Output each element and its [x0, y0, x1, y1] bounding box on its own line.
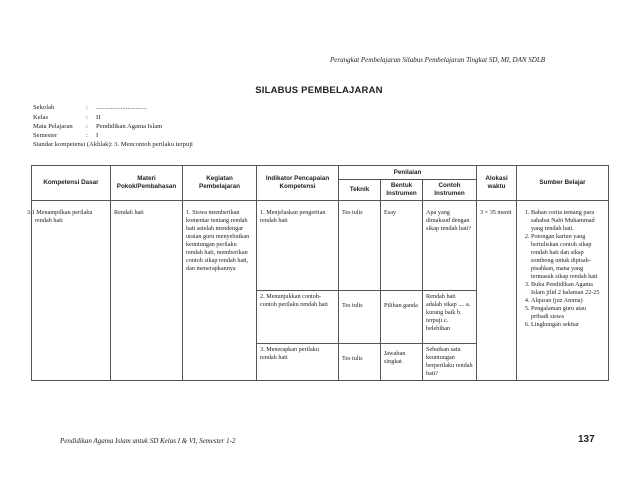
- cell-indikator-1: 1. Menjelaskan pengertian rendah hati: [257, 201, 339, 291]
- info-label: Kelas: [33, 114, 49, 121]
- info-label: Sekolah: [33, 104, 55, 111]
- table-row: [32, 201, 609, 291]
- cell-materi: Rendah hati: [111, 201, 183, 381]
- header-sumber: Sumber Belajar: [517, 166, 609, 201]
- sumber-list: [520, 209, 605, 329]
- cell-kompetensi: 3.1 Menampilkan perilaku rendah hati: [32, 201, 111, 381]
- info-label: Semester: [33, 132, 58, 139]
- info-colon: :: [86, 132, 88, 139]
- list-item: 2. Potongan kartun yang bertuliskan contoh sikap rendah hati dan sikap sombong untuk dipisah-pisahkan, mana yang termasuk sikap rendah hati: [531, 233, 605, 281]
- header-materi: Materi Pokok/Pembahasan: [111, 166, 183, 201]
- info-mata-pelajaran: [33, 122, 162, 131]
- header-note: Perangkat Pembelajaran Silabus Pembelajaran Tingkat SD, MI, DAN SDLB: [330, 56, 546, 64]
- cell-kegiatan: 1. Siswa memberikan komentar tentang rendah hati setelah mendengar uraian guru menyebutkan keuntungan perilaku rendah hati, memberikan contoh sikap rendah hati, dan menerapkannya: [183, 201, 257, 381]
- cell-sumber: [517, 201, 609, 381]
- list-item: 1. Bahan cerita tentang para sahabat Nabi Muhammad yang rendah hati.: [531, 209, 605, 233]
- header-bentuk: Bentuk Instrumen: [381, 180, 423, 201]
- cell-alokasi: 3 × 35 menit: [477, 201, 517, 381]
- page-number: 137: [578, 434, 595, 445]
- header-indikator: Indikator Pencapaian Kompetensi: [257, 166, 339, 201]
- info-colon: :: [86, 104, 88, 111]
- info-value: Pendidikan Agama Islam: [96, 123, 163, 130]
- cell-teknik-1: Tes tulis: [339, 201, 381, 291]
- standar-kompetensi: Standar kompetensi (Akhlak): 3. Mencontoh perilaku terpuji: [33, 141, 193, 148]
- header-kompetensi: Kompetensi Dasar: [32, 166, 111, 201]
- cell-bentuk-1: Esay: [381, 201, 423, 291]
- cell-contoh-3: Sebutkan satu keuntungan berperilaku rendah hati?: [423, 344, 477, 381]
- cell-teknik-3: Tes tulis: [339, 344, 381, 381]
- header-penilaian: Penilaian: [339, 166, 477, 180]
- cell-contoh-1: Apa yang dimaksud dengan sikap rendah hati?: [423, 201, 477, 291]
- header-contoh: Contoh Instrumen: [423, 180, 477, 201]
- cell-contoh-2: Rendah hati adalah sikap .... a. kurang baik b. terpuji c. belebihan: [423, 291, 477, 344]
- info-semester: [33, 131, 98, 140]
- cell-indikator-2: 2. Menunjukkan contoh-contoh perilaku rendah hati: [257, 291, 339, 344]
- cell-bentuk-3: Jawaban singkat: [381, 344, 423, 381]
- footer-note: Pendidikan Agama Islam untuk SD Kelas I & VI, Semester 1-2: [60, 437, 236, 445]
- info-value: ...............................: [96, 104, 148, 111]
- info-value: I: [96, 132, 99, 139]
- list-item: 3. Buku Pendidikan Agama Islam jilid 2 halaman 22-25: [531, 281, 605, 297]
- info-colon: :: [86, 114, 88, 121]
- list-item: 6. Lingkungan sekitar: [531, 321, 605, 329]
- list-item: 5. Pengalaman guru atau pribadi siswa: [531, 305, 605, 321]
- info-colon: :: [86, 123, 88, 130]
- page-title: SILABUS PEMBELAJARAN: [255, 85, 383, 96]
- syllabus-table: [27, 165, 609, 381]
- info-value: II: [96, 114, 101, 121]
- info-kelas: [33, 113, 100, 122]
- cell-teknik-2: Tes tulis: [339, 291, 381, 344]
- header-kegiatan: Kegiatan Pembelajaran: [183, 166, 257, 201]
- header-alokasi: Alokasi waktu: [477, 166, 517, 201]
- cell-indikator-3: 3. Menerapkan perilaku rendah hati: [257, 344, 339, 381]
- info-label: Mata Pelajaran: [33, 123, 73, 130]
- list-item: 4. Alquran (juz Amma): [531, 297, 605, 305]
- info-sekolah: [33, 103, 147, 112]
- cell-bentuk-2: Pilihan ganda: [381, 291, 423, 344]
- header-teknik: Teknik: [339, 180, 381, 201]
